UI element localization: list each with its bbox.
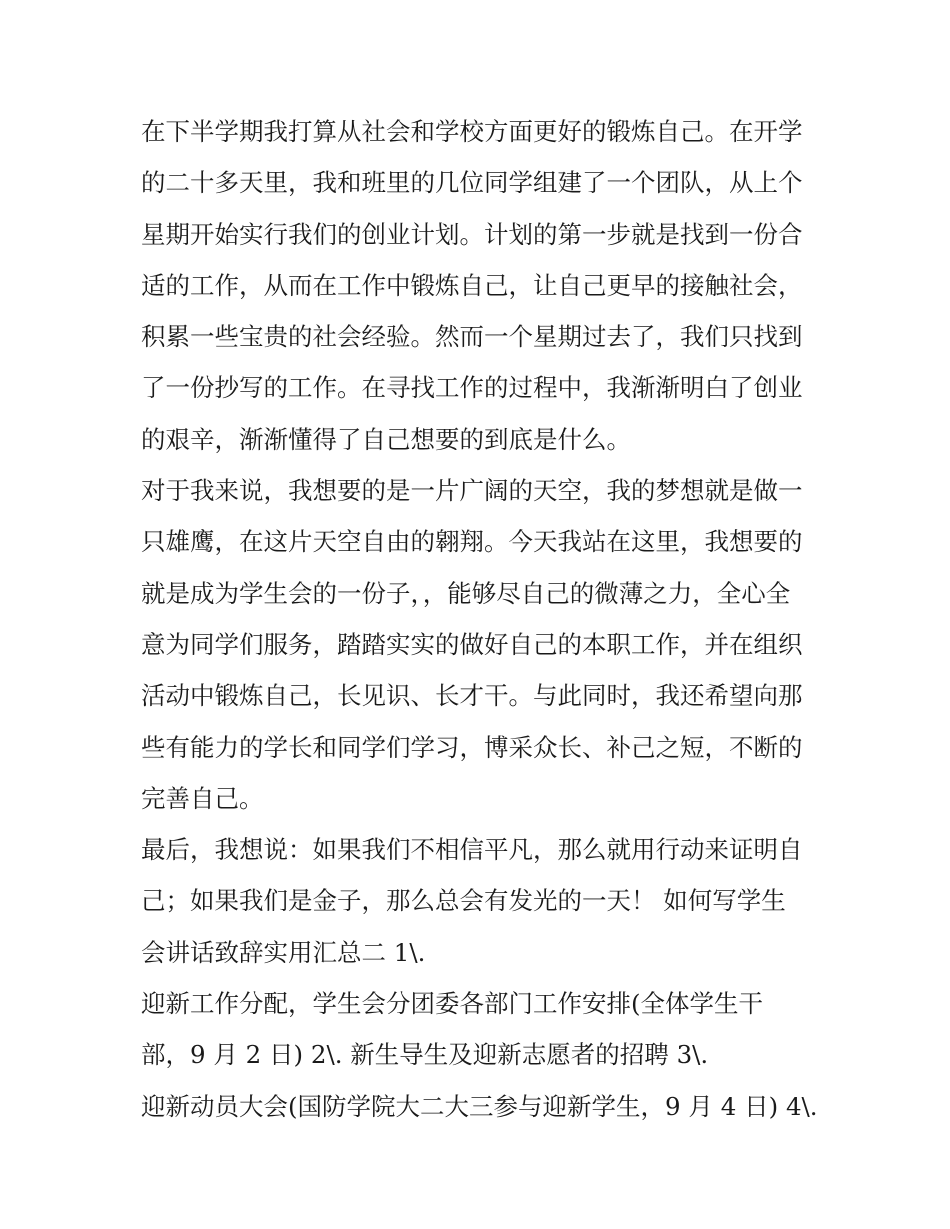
text-line: 了一份抄写的工作。在寻找工作的过程中，我渐渐明白了创业: [141, 373, 803, 403]
text-line: 活动中锻炼自己，长见识、长才干。与此同时，我还希望向那: [141, 681, 803, 711]
text-line: 的艰辛，渐渐懂得了自己想要的到底是什么。: [141, 424, 631, 454]
text-line: 己；如果我们是金子，那么总会有发光的一天！ 如何写学生: [141, 886, 786, 916]
text-line: 部，9 月 2 日) 2\. 新生导生及迎新志愿者的招聘 3\.: [141, 1040, 709, 1070]
text-line: 迎新动员大会(国防学院大二大三参与迎新学生，9 月 4 日) 4\.: [141, 1091, 818, 1121]
paragraph-conclusion: [141, 824, 811, 978]
text-line: 些有能力的学长和同学们学习，博采众长、补己之短，不断的: [141, 732, 803, 762]
text-line: 最后，我想说：如果我们不相信平凡，那么就用行动来证明自: [141, 835, 803, 865]
text-line: 积累一些宝贵的社会经验。然而一个星期过去了，我们只找到: [141, 322, 803, 352]
text-line: 完善自己。: [141, 783, 264, 813]
text-line: 适的工作，从而在工作中锻炼自己，让自己更早的接触社会，: [141, 270, 803, 300]
text-line: 只雄鹰，在这片天空自由的翱翔。今天我站在这里，我想要的: [141, 527, 803, 557]
text-line: 星期开始实行我们的创业计划。计划的第一步就是找到一份合: [141, 219, 803, 249]
text-line: 迎新工作分配，学生会分团委各部门工作安排(全体学生干: [141, 989, 764, 1019]
paragraph-dream: [141, 465, 811, 824]
text-line: 的二十多天里，我和班里的几位同学组建了一个团队，从上个: [141, 168, 803, 198]
paragraph-mobilization: [141, 1081, 818, 1132]
text-line: 在下半学期我打算从社会和学校方面更好的锻炼自己。在开学: [141, 117, 803, 146]
paragraph-assignment: [141, 978, 811, 1081]
text-line: 意为同学们服务，踏踏实实的做好自己的本职工作，并在组织: [141, 629, 803, 659]
document-body: [141, 106, 818, 1132]
text-line: 就是成为学生会的一份子，，能够尽自己的微薄之力，全心全: [141, 578, 791, 608]
text-line: 对于我来说，我想要的是一片广阔的天空，我的梦想就是做一: [141, 476, 803, 506]
paragraph-plan: [141, 106, 811, 465]
text-line: 会讲话致辞实用汇总二 1\.: [141, 937, 426, 967]
